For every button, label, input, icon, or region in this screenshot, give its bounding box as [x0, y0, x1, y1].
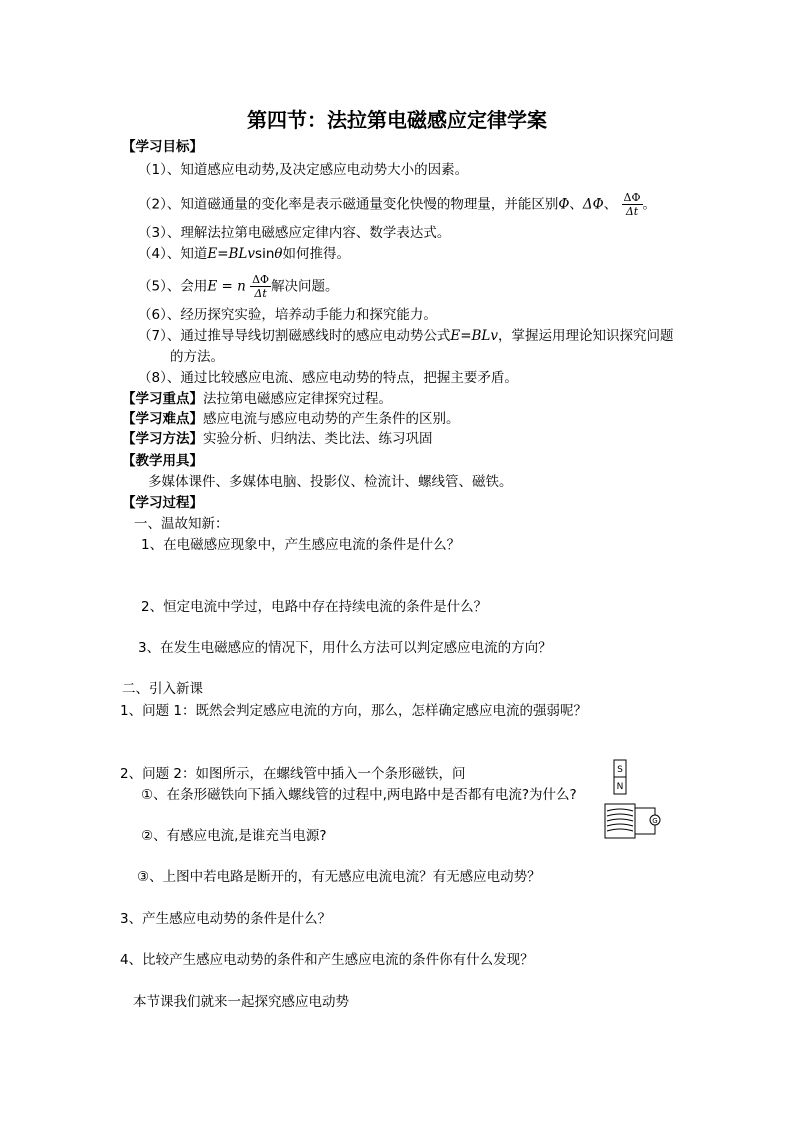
learning-method: 【学习方法】实验分析、归纳法、类比法、练习巩固	[122, 431, 433, 447]
page-title: 第四节：法拉第电磁感应定律学案	[247, 108, 547, 132]
magnet-south-label: S	[617, 765, 623, 775]
goal-1: （1）、知道感应电动势,及决定感应电动势大小的因素。	[138, 162, 469, 178]
question-3: 3、产生感应电动势的条件是什么？	[120, 911, 332, 927]
goal-7-cont: 的方法。	[170, 349, 224, 365]
tools-heading: 【教学用具】	[122, 453, 203, 469]
review-title: 一、温故知新：	[134, 516, 229, 532]
goals-heading: 【学习目标】	[122, 139, 203, 155]
goal-6: （6）、经历探究实验，培养动手能力和探究能力。	[138, 307, 437, 323]
goal-3: （3）、理解法拉第电磁感应定律内容、数学表达式。	[138, 225, 451, 241]
question-4: 4、比较产生感应电动势的条件和产生感应电流的条件你有什么发现？	[120, 952, 534, 968]
rate-fraction: $\frac{\Delta\Phi}{\Delta t}$	[623, 191, 641, 218]
question-2a: ①、在条形磁铁向下插入螺线管的过程中,两电路中是否都有电流?为什么?	[141, 787, 577, 803]
tools-text: 多媒体课件、多媒体电脑、投影仪、检流计、螺线管、磁铁。	[148, 474, 513, 490]
solenoid-coil	[605, 804, 635, 838]
question-1: 1、问题 1：既然会判定感应电流的方向，那么，怎样确定感应电流的强弱呢？	[120, 703, 587, 719]
closing-line: 本节课我们就来一起探究感应电动势	[133, 994, 349, 1010]
faraday-fraction: $\frac{\Delta\Phi}{\Delta t}$	[252, 273, 270, 300]
goal-2: （2）、知道磁通量的变化率是表示磁通量变化快慢的物理量，并能区别Φ、ΔΦ、 $\frac{\Delta\Phi}{\Delta t}$ 。	[138, 191, 657, 218]
question-2: 2、问题 2：如图所示，在螺线管中插入一个条形磁铁，问	[120, 766, 466, 782]
question-2c: ③、上图中若电路是断开的，有无感应电流电流？有无感应电动势？	[137, 869, 541, 885]
galvanometer-label: G	[652, 817, 658, 825]
galvanometer-icon	[650, 815, 660, 825]
process-heading: 【学习过程】	[122, 495, 203, 511]
key-point: 【学习重点】法拉第电磁感应定律探究过程。	[122, 391, 392, 407]
magnet-north-label: N	[616, 782, 624, 792]
review-q3: 3、在发生电磁感应的情况下，用什么方法可以判定感应电流的方向？	[138, 640, 552, 656]
goal-5: （5）、会用E = n $\frac{\Delta\Phi}{\Delta t}$ 解决问题。	[138, 273, 339, 300]
review-q1: 1、在电磁感应现象中，产生感应电流的条件是什么？	[141, 537, 461, 553]
solenoid-magnet-figure	[595, 758, 670, 843]
question-2b: ②、有感应电流,是谁充当电源?	[141, 828, 327, 844]
review-q2: 2、恒定电流中学过，电路中存在持续电流的条件是什么？	[141, 599, 488, 615]
new-lesson-title: 二、引入新课	[122, 681, 203, 697]
difficulty-point: 【学习难点】感应电流与感应电动势的产生条件的区别。	[122, 411, 460, 427]
goal-8: （8）、通过比较感应电流、感应电动势的特点，把握主要矛盾。	[138, 370, 518, 386]
bar-magnet	[614, 760, 626, 794]
goal-7: （7）、通过推导导线切割磁感线时的感应电动势公式E=BLv，掌握运用理论知识探究问题	[138, 328, 674, 344]
goal-4: （4）、知道E=BLvsinθ如何推得。	[138, 246, 351, 262]
